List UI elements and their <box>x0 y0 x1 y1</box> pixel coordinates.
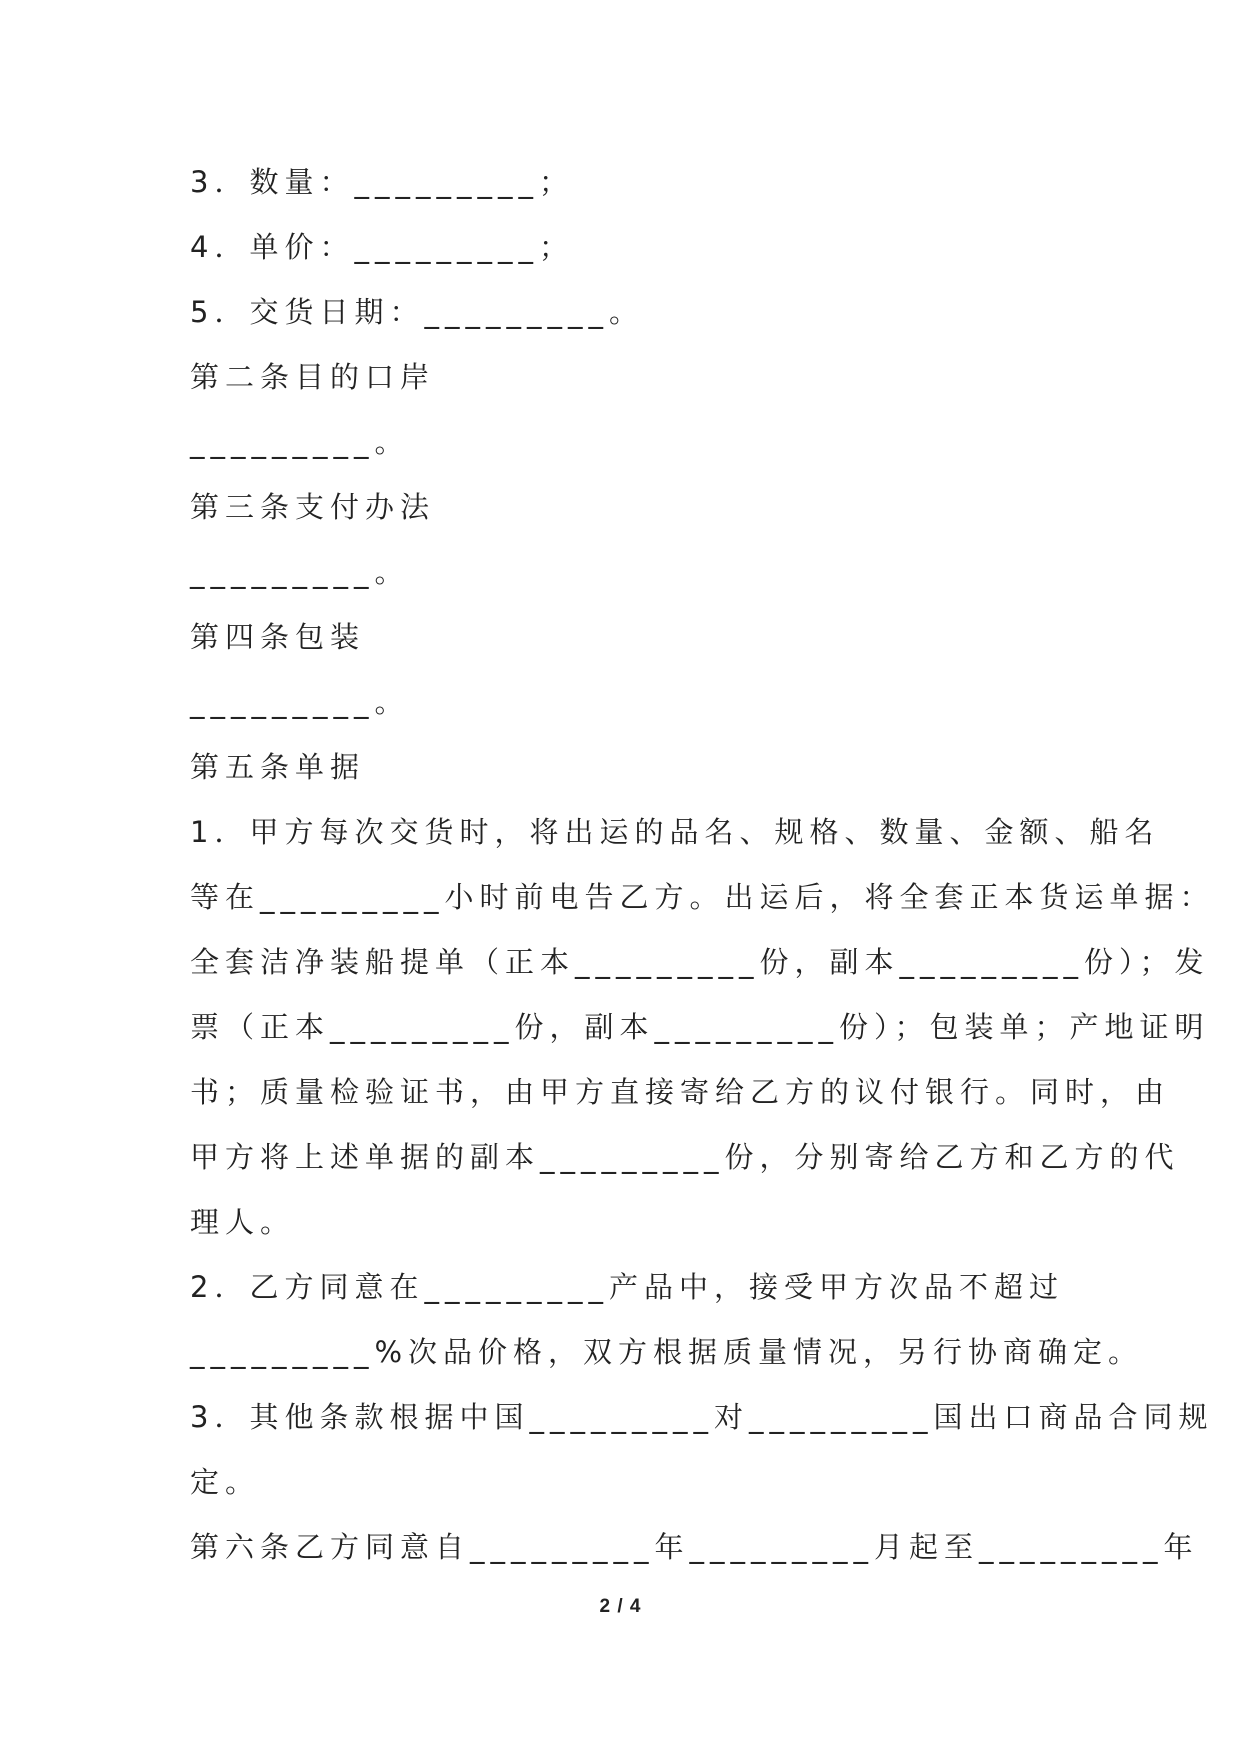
clause-1-line: 书；质量检验证书，由甲方直接寄给乙方的议付银行。同时，由 <box>190 1075 1171 1109</box>
article-5-clause-2 <box>190 1255 1144 1385</box>
article-5-clause-3 <box>190 1385 1214 1515</box>
unit-price-item: 4．单价：_________； <box>190 230 574 264</box>
clause-2-line: _________%次品价格，双方根据质量情况，另行协商确定。 <box>190 1335 1144 1369</box>
clause-2-line: 2．乙方同意在_________产品中，接受甲方次品不超过 <box>190 1270 1064 1304</box>
article-5-heading: 第五条单据 <box>190 750 366 784</box>
clause-3-line: 3．其他条款根据中国_________对_________国出口商品合同规 <box>190 1400 1214 1434</box>
quantity-item: 3．数量：_________； <box>190 165 574 199</box>
article-3-heading: 第三条支付办法 <box>190 490 436 524</box>
clause-3-line: 定。 <box>190 1465 261 1499</box>
article-5-clause-1 <box>190 800 1215 1255</box>
article-2-value: _________。 <box>190 425 410 459</box>
clause-1-line: 票（正本_________份，副本_________份）；包装单；产地证明 <box>190 1010 1210 1044</box>
article-6-line: 第六条乙方同意自_________年_________月起至_________年 <box>190 1530 1199 1564</box>
clause-1-line: 甲方将上述单据的副本_________份，分别寄给乙方和乙方的代 <box>190 1140 1180 1174</box>
article-2-heading: 第二条目的口岸 <box>190 360 436 394</box>
article-4-heading: 第四条包装 <box>190 620 366 654</box>
delivery-date-item: 5．交货日期：_________。 <box>190 295 644 329</box>
clause-1-line: 理人。 <box>190 1205 296 1239</box>
clause-1-line: 1．甲方每次交货时，将出运的品名、规格、数量、金额、船名 <box>190 815 1160 849</box>
page-number: 2 / 4 <box>599 1596 642 1617</box>
article-3-value: _________。 <box>190 555 410 589</box>
article-4-value: _________。 <box>190 685 410 719</box>
clause-1-line: 等在_________小时前电告乙方。出运后，将全套正本货运单据： <box>190 880 1215 914</box>
clause-1-line: 全套洁净装船提单（正本_________份，副本_________份）；发 <box>190 945 1210 979</box>
document-body <box>190 150 1215 1580</box>
